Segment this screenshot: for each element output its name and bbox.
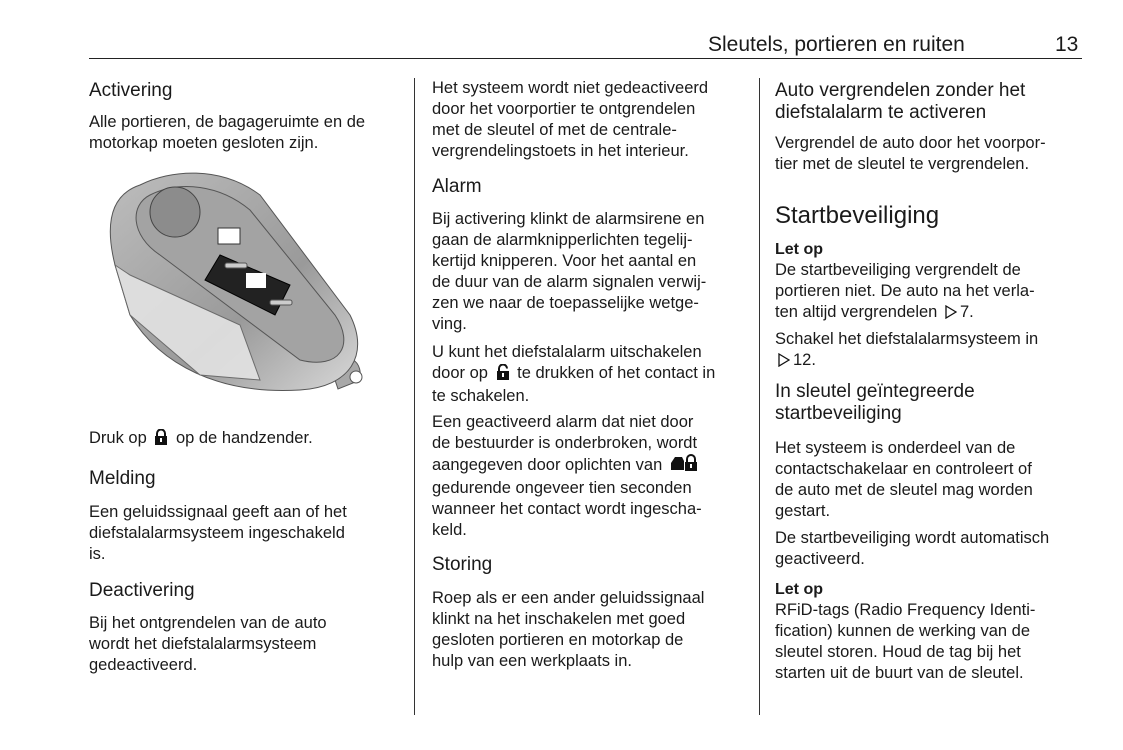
text-line: Schakel het diefstalalarmsysteem in	[775, 330, 1039, 348]
section-heading	[775, 80, 1095, 124]
section-heading	[775, 202, 1095, 230]
text-line: Vergrendel de auto door het voorpor-	[775, 134, 1046, 152]
text-line: motorkap moeten gesloten zijn.	[89, 134, 319, 152]
note-label	[775, 580, 1095, 600]
column-divider	[759, 78, 760, 715]
text-line: de bestuurder is onderbroken, wordt	[432, 434, 698, 452]
paragraph	[432, 588, 752, 672]
text-line: starten uit de buurt van de sleutel.	[775, 664, 1024, 682]
text-line: te schakelen.	[432, 387, 530, 405]
text-line	[432, 454, 752, 478]
paragraph	[432, 342, 752, 407]
text-line	[89, 428, 409, 451]
paragraph	[89, 428, 409, 451]
section-heading	[775, 381, 1095, 425]
text-line: geactiveerd.	[775, 550, 865, 568]
text-line: Bij het ontgrendelen van de auto	[89, 614, 327, 632]
text-line: kertijd knipperen. Voor het aantal en	[432, 252, 697, 270]
text-line: gedeactiveerd.	[89, 656, 198, 674]
column-divider	[414, 78, 415, 715]
text-line: Roep als er een ander geluidssignaal	[432, 589, 705, 607]
text-line: Storing	[432, 554, 493, 575]
text-line: Let op	[775, 581, 823, 598]
text-segment: 7.	[959, 303, 974, 321]
text-line: U kunt het diefstalalarm uitschakelen	[432, 343, 702, 361]
text-line: gaan de alarmknipperlichten tegelij-	[432, 231, 693, 249]
text-line	[775, 350, 1095, 373]
text-segment: te drukken of het contact in	[512, 364, 716, 382]
text-line: vergrendelingstoets in het interieur.	[432, 142, 689, 160]
section-heading	[432, 176, 752, 198]
text-line: zen we naar de toepasselijke wetge-	[432, 294, 699, 312]
text-segment: Druk op	[89, 429, 152, 447]
text-line: ving.	[432, 315, 467, 333]
text-line: de auto met de sleutel mag worden	[775, 481, 1033, 499]
text-line: wordt het diefstalalarmsysteem	[89, 635, 317, 653]
text-line: Een geluidssignaal geeft aan of het	[89, 503, 347, 521]
paragraph	[775, 260, 1095, 325]
section-heading	[432, 554, 752, 576]
text-line: Bij activering klinkt de alarmsirene en	[432, 210, 705, 228]
text-line: Auto vergrendelen zonder het	[775, 80, 1026, 101]
text-line: startbeveiliging	[775, 403, 902, 424]
text-line: Alarm	[432, 176, 482, 197]
text-segment: aangegeven door oplichten van	[432, 456, 667, 474]
note-label	[775, 240, 1095, 260]
text-line: gedurende ongeveer tien seconden	[432, 479, 692, 497]
text-line: klinkt na het inschakelen met goed	[432, 610, 686, 628]
section-heading	[89, 580, 409, 602]
page-reference-icon	[778, 352, 790, 373]
paragraph	[432, 78, 752, 162]
lock-closed-icon	[154, 429, 168, 451]
section-heading	[89, 80, 409, 102]
text-line: Het systeem wordt niet gedeactiveerd	[432, 79, 709, 97]
text-line: door het voorportier te ontgrendelen	[432, 100, 696, 118]
text-line: fication) kunnen de werking van de	[775, 622, 1030, 640]
text-line: Let op	[775, 241, 823, 258]
text-line: is.	[89, 545, 106, 563]
text-line: Het systeem is onderdeel van de	[775, 439, 1016, 457]
text-line: portieren niet. De auto na het verla-	[775, 282, 1035, 300]
text-line	[432, 363, 752, 386]
text-line: diefstalalarm te activeren	[775, 102, 987, 123]
text-line: In sleutel geïntegreerde	[775, 381, 975, 402]
paragraph	[89, 112, 409, 154]
text-line: contactschakelaar en controleert of	[775, 460, 1032, 478]
paragraph	[432, 209, 752, 335]
paragraph	[89, 613, 409, 676]
text-line: Activering	[89, 80, 173, 101]
text-line: Melding	[89, 468, 156, 489]
text-line: Alle portieren, de bagageruimte en de	[89, 113, 366, 131]
text-line: tier met de sleutel te vergrendelen.	[775, 155, 1030, 173]
text-line	[775, 302, 1095, 325]
text-line: met de sleutel of met de centrale-	[432, 121, 677, 139]
text-line: wanneer het contact wordt ingescha-	[432, 500, 702, 518]
header-rule	[89, 58, 1082, 59]
paragraph	[775, 600, 1095, 684]
paragraph	[89, 502, 409, 565]
lock-open-icon	[496, 364, 510, 386]
key-fob-illustration	[100, 165, 390, 405]
paragraph	[775, 329, 1095, 373]
car-lock-icon	[670, 454, 698, 478]
page-reference-icon	[945, 304, 957, 325]
page-number: 13	[1055, 33, 1079, 56]
text-line: De startbeveiliging vergrendelt de	[775, 261, 1021, 279]
text-segment: 12.	[793, 351, 816, 369]
text-line: hulp van een werkplaats in.	[432, 652, 632, 670]
section-heading	[89, 468, 409, 490]
text-line: Een geactiveerd alarm dat niet door	[432, 413, 694, 431]
text-line: Deactivering	[89, 580, 195, 601]
text-line: gestart.	[775, 502, 831, 520]
text-line: De startbeveiliging wordt automatisch	[775, 529, 1050, 547]
text-line: RFiD-tags (Radio Frequency Identi-	[775, 601, 1036, 619]
text-segment: ten altijd vergrendelen	[775, 303, 942, 321]
paragraph	[775, 133, 1095, 175]
text-line: de duur van de alarm signalen verwij-	[432, 273, 707, 291]
text-segment: op de handzender.	[171, 429, 313, 447]
text-segment: door op	[432, 364, 493, 382]
paragraph	[432, 412, 752, 541]
text-line: keld.	[432, 521, 467, 539]
text-line: sleutel storen. Houd de tag bij het	[775, 643, 1021, 661]
paragraph	[775, 438, 1095, 522]
paragraph	[775, 528, 1095, 570]
text-line: gesloten portieren en motorkap de	[432, 631, 684, 649]
text-line: Startbeveiliging	[775, 202, 940, 229]
text-line: diefstalalarmsysteem ingeschakeld	[89, 524, 345, 542]
chapter-title: Sleutels, portieren en ruiten	[708, 33, 965, 56]
